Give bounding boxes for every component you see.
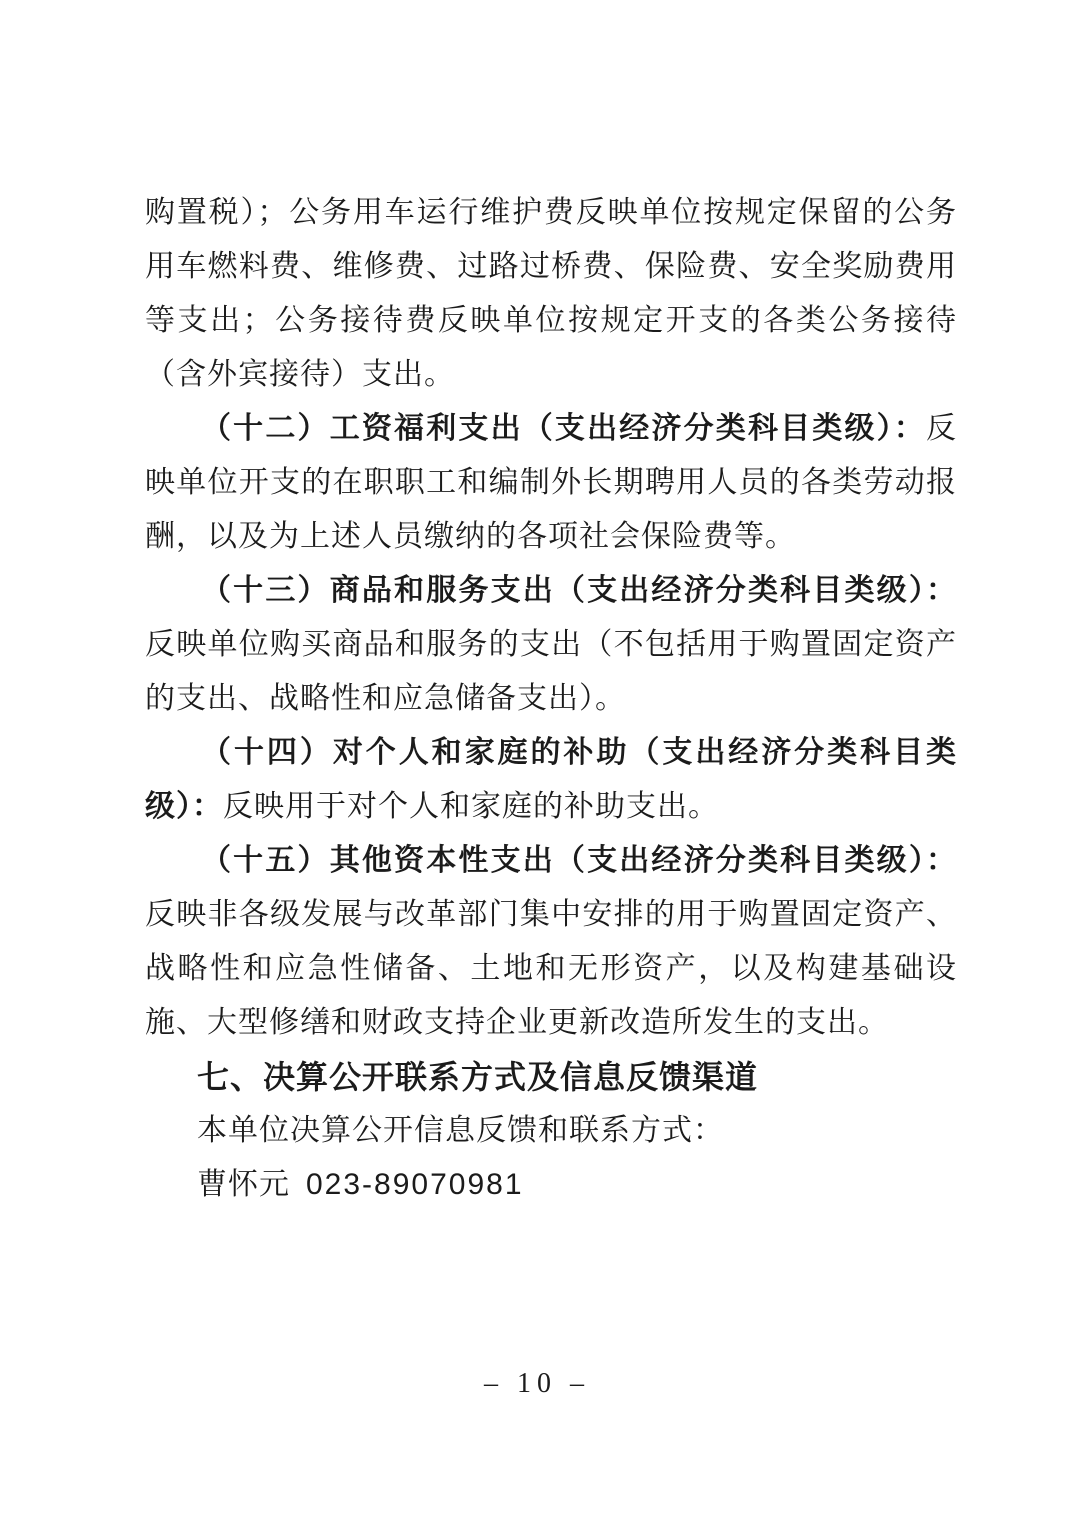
paragraph-text: 反映用于对个人和家庭的补助支出。	[223, 790, 719, 823]
paragraph-text: 反映非各级发展与改革部门集中安排的用于购置固定资产、战略性和应急性储备、土地和无形资产，以及构建基础设施、大型修缮和财政支持企业更新改造所发生的支出。	[145, 898, 957, 1039]
paragraph-text: 反映单位开支的在职职工和编制外长期聘用人员的各类劳动报酬，以及为上述人员缴纳的各项社会保险费等。	[145, 412, 957, 553]
paragraph-lead: （十四）对个人和家庭的补助（支出经济分类科目类级）：	[145, 736, 957, 823]
contact-phone: 023-89070981	[306, 1168, 524, 1201]
paragraph-lead: （十五）其他资本性支出（支出经济分类科目类级）：	[201, 844, 957, 877]
paragraph-lead: （十二）工资福利支出（支出经济分类科目类级）：	[201, 412, 926, 445]
paragraph-text: 反映单位购买商品和服务的支出（不包括用于购置固定资产的支出、战略性和应急储备支出）。	[145, 628, 957, 715]
paragraph-item-14	[145, 726, 957, 834]
section-heading: 七、决算公开联系方式及信息反馈渠道	[197, 1059, 759, 1095]
paragraph-continuation	[145, 186, 957, 402]
paragraph-item-15	[145, 834, 957, 1050]
paragraph-lead: （十三）商品和服务支出（支出经济分类科目类级）：	[201, 574, 957, 607]
document-body	[145, 186, 957, 1212]
paragraph-text: 购置税）；公务用车运行维护费反映单位按规定保留的公务用车燃料费、维修费、过路过桥费、保险费、安全奖励费用等支出；公务接待费反映单位按规定开支的各类公务接待（含外宾接待）支出。	[145, 196, 957, 391]
paragraph-item-12	[145, 402, 957, 564]
contact-person: 曹怀元	[197, 1168, 290, 1201]
contact-intro: 本单位决算公开信息反馈和联系方式：	[197, 1114, 724, 1147]
paragraph-item-13	[145, 564, 957, 726]
page-number: – 10 –	[484, 1368, 590, 1399]
contact-line	[145, 1158, 957, 1212]
